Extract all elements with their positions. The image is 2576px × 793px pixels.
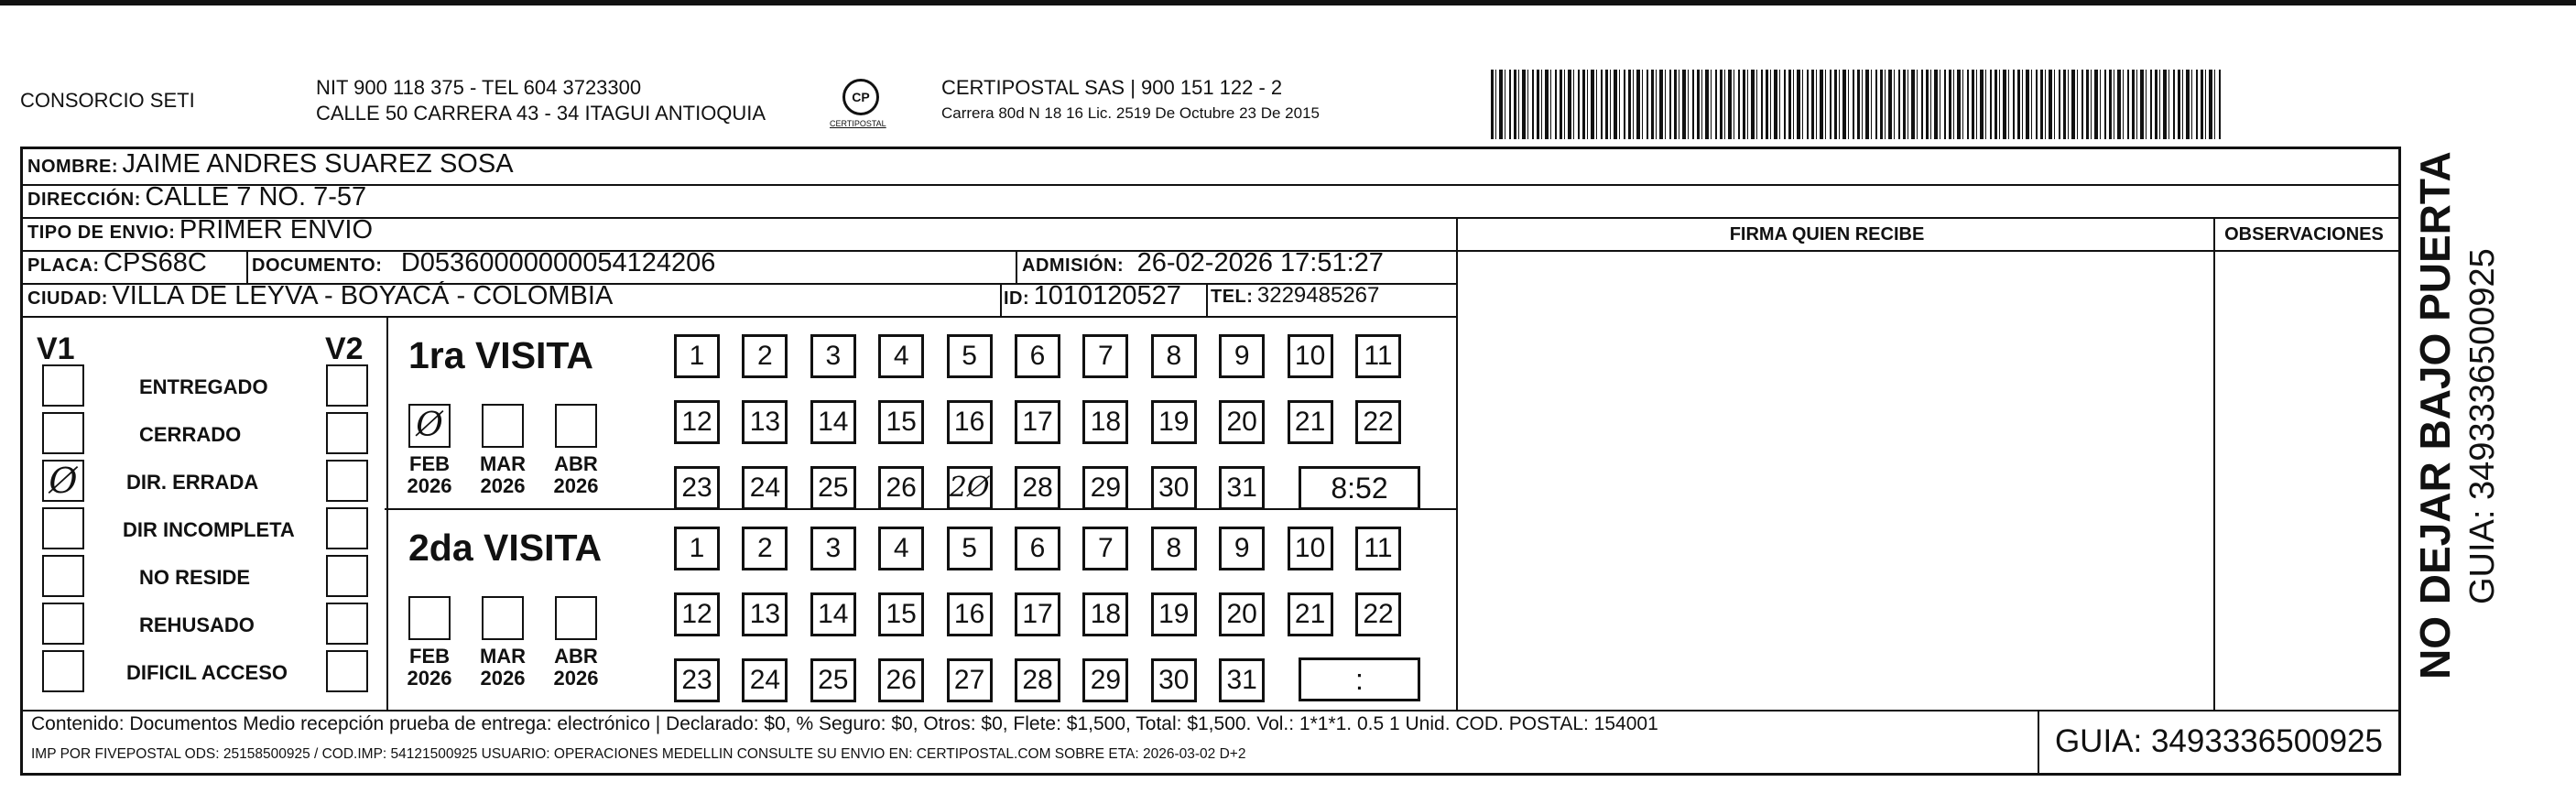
v1-checkbox-dir-incompleta[interactable]	[42, 507, 84, 549]
reason-label-rehusado: REHUSADO	[139, 614, 255, 636]
first-visit-day-29[interactable]: 29	[1082, 466, 1128, 510]
second-visit-month-label	[471, 646, 535, 690]
first-visit-day-30[interactable]: 30	[1151, 466, 1197, 510]
admision-label: ADMISIÓN:	[1022, 255, 1125, 276]
first-visit-month-checkbox-feb[interactable]: Ø	[408, 404, 451, 448]
second-visit-day-4[interactable]: 4	[878, 527, 924, 570]
reason-label-dificil-acceso: DIFICIL ACCESO	[126, 661, 288, 684]
row-tipo	[27, 213, 373, 246]
first-visit-month-label	[544, 453, 608, 497]
top-border	[0, 0, 2576, 5]
documento-value: D05360000000054124206	[400, 248, 716, 277]
month-name: ABR	[554, 645, 598, 668]
first-visit-day-21[interactable]: 21	[1288, 400, 1333, 444]
month-name: FEB	[409, 452, 450, 475]
nombre-value: JAIME ANDRES SUAREZ SOSA	[122, 149, 514, 179]
v1-checkbox-cerrado[interactable]	[42, 412, 84, 454]
tipo-value: PRIMER ENVIO	[179, 215, 374, 244]
direccion-value: CALLE 7 NO. 7-57	[145, 182, 367, 212]
month-year: 2026	[553, 667, 599, 690]
first-visit-day-2[interactable]: 2	[742, 334, 788, 378]
first-visit-month-checkbox-mar[interactable]	[482, 404, 524, 448]
first-visit-day-3[interactable]: 3	[810, 334, 856, 378]
second-visit-day-17[interactable]: 17	[1015, 592, 1060, 636]
side-warning: NO DEJAR BAJO PUERTA	[2411, 151, 2459, 679]
id-value: 1010120527	[1033, 281, 1181, 310]
reason-label-cerrado: CERRADO	[139, 423, 242, 446]
second-visit-day-25[interactable]: 25	[810, 658, 856, 702]
second-visit-day-13[interactable]: 13	[742, 592, 788, 636]
reason-label-dir-incompleta: DIR INCOMPLETA	[123, 518, 295, 541]
second-visit-day-28[interactable]: 28	[1015, 658, 1060, 702]
second-visit-day-7[interactable]: 7	[1082, 527, 1128, 570]
reason-label-no-reside: NO RESIDE	[139, 566, 251, 589]
id-label: ID:	[1004, 288, 1030, 309]
second-visit-day-3[interactable]: 3	[810, 527, 856, 570]
ciudad-label: CIUDAD:	[27, 288, 108, 309]
second-visit-day-16[interactable]: 16	[947, 592, 993, 636]
second-visit-day-1[interactable]: 1	[674, 527, 720, 570]
v2-checkbox-dificil-acceso[interactable]	[326, 650, 368, 692]
first-visit-time[interactable]: 8:52	[1299, 466, 1420, 510]
v1-checkbox-rehusado[interactable]	[42, 603, 84, 645]
second-visit-day-5[interactable]: 5	[947, 527, 993, 570]
ciudad-value: VILLA DE LEYVA - BOYACÁ - COLOMBIA	[112, 281, 614, 310]
v2-checkbox-entregado[interactable]	[326, 364, 368, 407]
first-visit-day-27[interactable]: 2Ø	[947, 466, 993, 510]
v2-checkbox-dir-errada[interactable]	[326, 460, 368, 502]
month-year: 2026	[480, 667, 526, 690]
barcode	[1491, 70, 2223, 139]
first-visit-day-12[interactable]: 12	[674, 400, 720, 444]
certipostal-logo-icon: CP	[842, 79, 879, 115]
first-visit-day-16[interactable]: 16	[947, 400, 993, 444]
guia-number: GUIA: 3493336500925	[2054, 723, 2384, 759]
second-visit-day-31[interactable]: 31	[1219, 658, 1265, 702]
first-visit-day-19[interactable]: 19	[1151, 400, 1197, 444]
second-visit-month-label	[544, 646, 608, 690]
second-visit-day-22[interactable]: 22	[1355, 592, 1401, 636]
month-year: 2026	[407, 667, 452, 690]
month-name: ABR	[554, 452, 598, 475]
first-visit-day-15[interactable]: 15	[878, 400, 924, 444]
row-placa	[27, 246, 207, 279]
side-guia: GUIA: 3493336500925	[2463, 248, 2502, 604]
first-visit-month-checkbox-abr[interactable]	[555, 404, 597, 448]
admision-value: 26-02-2026 17:51:27	[1136, 248, 1384, 277]
second-visit-day-19[interactable]: 19	[1151, 592, 1197, 636]
second-visit-month-checkbox-abr[interactable]	[555, 596, 597, 640]
second-visit-day-8[interactable]: 8	[1151, 527, 1197, 570]
second-visit-day-11[interactable]: 11	[1355, 527, 1401, 570]
row-ciudad	[27, 279, 613, 312]
first-visit-day-23[interactable]: 23	[674, 466, 720, 510]
company-name: CONSORCIO SETI	[20, 89, 195, 112]
first-visit-day-10[interactable]: 10	[1288, 334, 1333, 378]
row-admision	[1022, 246, 1384, 279]
first-visit-day-28[interactable]: 28	[1015, 466, 1060, 510]
second-visit-time[interactable]: :	[1299, 657, 1420, 701]
second-visit-day-14[interactable]: 14	[810, 592, 856, 636]
first-visit-day-8[interactable]: 8	[1151, 334, 1197, 378]
v2-checkbox-dir-incompleta[interactable]	[326, 507, 368, 549]
first-visit-day-26[interactable]: 26	[878, 466, 924, 510]
reason-label-entregado: ENTREGADO	[139, 375, 268, 398]
first-visit-day-18[interactable]: 18	[1082, 400, 1128, 444]
logo-caption: CERTIPOSTAL	[830, 119, 886, 128]
v2-checkbox-rehusado[interactable]	[326, 603, 368, 645]
direccion-label: DIRECCIÓN:	[27, 190, 141, 210]
second-visit-day-15[interactable]: 15	[878, 592, 924, 636]
first-visit-day-4[interactable]: 4	[878, 334, 924, 378]
address-line: CALLE 50 CARRERA 43 - 34 ITAGUI ANTIOQUIA	[316, 102, 766, 125]
first-visit-day-7[interactable]: 7	[1082, 334, 1128, 378]
v1-checkbox-no-reside[interactable]	[42, 555, 84, 597]
first-visit-day-25[interactable]: 25	[810, 466, 856, 510]
v1-checkbox-dir-errada[interactable]: Ø	[42, 460, 84, 502]
first-visit-day-6[interactable]: 6	[1015, 334, 1060, 378]
second-visit-day-2[interactable]: 2	[742, 527, 788, 570]
first-visit-title: 1ra VISITA	[408, 334, 594, 376]
row-nombre	[27, 147, 514, 180]
tipo-label: TIPO DE ENVIO:	[27, 223, 176, 243]
first-visit-month-label	[471, 453, 535, 497]
first-visit-day-1[interactable]: 1	[674, 334, 720, 378]
v1-checkbox-entregado[interactable]	[42, 364, 84, 407]
first-visit-day-22[interactable]: 22	[1355, 400, 1401, 444]
second-visit-day-9[interactable]: 9	[1219, 527, 1265, 570]
row-direccion	[27, 180, 366, 213]
second-visit-day-20[interactable]: 20	[1219, 592, 1265, 636]
row-id	[1004, 279, 1181, 312]
imp-line: IMP POR FIVEPOSTAL ODS: 25158500925 / COD.IMP: 54121500925 USUARIO: OPERACIONES MEDELLIN CONSULTE SU ENVIO EN: CERTIPOSTAL.COM SOBRE ETA: 2026-03-02 D+2	[31, 746, 1246, 762]
second-visit-day-12[interactable]: 12	[674, 592, 720, 636]
month-year: 2026	[480, 474, 526, 497]
second-visit-day-26[interactable]: 26	[878, 658, 924, 702]
first-visit-day-11[interactable]: 11	[1355, 334, 1401, 378]
contenido-line: Contenido: Documentos Medio recepción prueba de entrega: electrónico | Declarado: $0, % Seguro: $0, Otros: $0, Flete: $1,500, Total: $1,500. Vol.: 1*1*1. 0.5 1 Unid. COD. POSTAL: 154001	[31, 713, 1658, 734]
second-visit-day-29[interactable]: 29	[1082, 658, 1128, 702]
first-visit-day-13[interactable]: 13	[742, 400, 788, 444]
reason-label-dir-errada: DIR. ERRADA	[126, 471, 259, 494]
second-visit-day-6[interactable]: 6	[1015, 527, 1060, 570]
month-name: MAR	[479, 645, 527, 668]
second-visit-month-label	[397, 646, 462, 690]
first-visit-day-17[interactable]: 17	[1015, 400, 1060, 444]
first-visit-day-24[interactable]: 24	[742, 466, 788, 510]
observaciones-header: OBSERVACIONES	[2224, 224, 2384, 244]
second-visit-month-checkbox-feb[interactable]	[408, 596, 451, 640]
nit-line: NIT 900 118 375 - TEL 604 3723300	[316, 76, 642, 99]
second-visit-day-10[interactable]: 10	[1288, 527, 1333, 570]
second-visit-day-21[interactable]: 21	[1288, 592, 1333, 636]
v2-checkbox-cerrado[interactable]	[326, 412, 368, 454]
placa-value: CPS68C	[103, 248, 207, 277]
first-visit-day-20[interactable]: 20	[1219, 400, 1265, 444]
certipostal-line: CERTIPOSTAL SAS | 900 151 122 - 2	[941, 76, 1283, 99]
license-line: Carrera 80d N 18 16 Lic. 2519 De Octubre 23 De 2015	[941, 104, 1320, 122]
row-documento	[252, 246, 715, 279]
documento-label: DOCUMENTO:	[252, 255, 383, 276]
first-visit-day-5[interactable]: 5	[947, 334, 993, 378]
second-visit-title: 2da VISITA	[408, 527, 603, 569]
second-visit-day-23[interactable]: 23	[674, 658, 720, 702]
first-visit-month-label	[397, 453, 462, 497]
second-visit-month-checkbox-mar[interactable]	[482, 596, 524, 640]
placa-label: PLACA:	[27, 255, 100, 276]
v1-checkbox-dificil-acceso[interactable]	[42, 650, 84, 692]
second-visit-day-30[interactable]: 30	[1151, 658, 1197, 702]
firma-header: FIRMA QUIEN RECIBE	[1729, 224, 1925, 244]
second-visit-day-24[interactable]: 24	[742, 658, 788, 702]
first-visit-day-9[interactable]: 9	[1219, 334, 1265, 378]
second-visit-day-27[interactable]: 27	[947, 658, 993, 702]
tel-label: TEL:	[1211, 287, 1254, 307]
row-tel	[1211, 279, 1379, 312]
month-year: 2026	[553, 474, 599, 497]
first-visit-day-31[interactable]: 31	[1219, 466, 1265, 510]
nombre-label: NOMBRE:	[27, 157, 119, 177]
second-visit-day-18[interactable]: 18	[1082, 592, 1128, 636]
v1-header: V1	[37, 331, 75, 366]
v2-header: V2	[325, 331, 364, 366]
month-year: 2026	[407, 474, 452, 497]
v2-checkbox-no-reside[interactable]	[326, 555, 368, 597]
month-name: MAR	[479, 452, 527, 475]
first-visit-day-14[interactable]: 14	[810, 400, 856, 444]
month-name: FEB	[409, 645, 450, 668]
tel-value: 3229485267	[1256, 283, 1380, 308]
